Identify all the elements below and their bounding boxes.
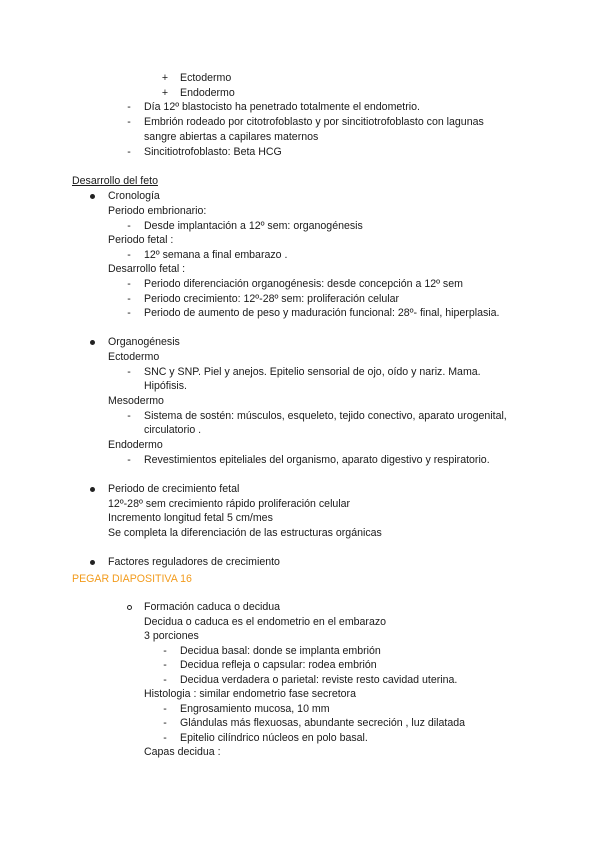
hollow-bullet-icon — [127, 605, 132, 610]
dash-marker: - — [127, 307, 131, 319]
paragraph-line: Capas decidua : — [144, 746, 221, 758]
dash-marker: - — [163, 703, 167, 715]
dash-marker: - — [163, 674, 167, 686]
dash-marker: - — [127, 278, 131, 290]
list-item: Desde implantación a 12º sem: organogénesis — [144, 220, 363, 232]
paste-slide-note: PEGAR DIAPOSITIVA 16 — [72, 573, 192, 585]
subheading: Mesodermo — [108, 395, 164, 407]
list-item: Periodo de aumento de peso y maduración funcional: 28º- final, hiperplasia. — [144, 307, 500, 319]
list-item: Sincitiotrofoblasto: Beta HCG — [144, 146, 282, 158]
subheading: Periodo fetal : — [108, 234, 174, 246]
list-item: Día 12º blastocisto ha penetrado totalmente el endometrio. — [144, 101, 420, 113]
dash-marker: - — [127, 454, 131, 466]
list-item-continuation: sangre abiertas a capilares maternos — [144, 131, 319, 143]
list-item: Periodo crecimiento: 12º-28º sem: proliferación celular — [144, 293, 400, 305]
topic-title: Formación caduca o decidua — [144, 601, 281, 613]
topic-title: Factores reguladores de crecimiento — [108, 556, 280, 568]
dash-marker: - — [127, 249, 131, 261]
list-item: Periodo diferenciación organogénesis: desde concepción a 12º sem — [144, 278, 463, 290]
list-item: 12º semana a final embarazo . — [144, 249, 288, 261]
dash-marker: - — [127, 410, 131, 422]
subheading: Endodermo — [108, 439, 163, 451]
list-item: Sistema de sostén: músculos, esqueleto, tejido conectivo, aparato urogenital, — [144, 410, 507, 422]
paragraph-line: Histologia : similar endometrio fase secretora — [144, 688, 356, 700]
topic-title: Periodo de crecimiento fetal — [108, 483, 240, 495]
list-item: Decidua basal: donde se implanta embrión — [180, 645, 381, 657]
list-item: Engrosamiento mucosa, 10 mm — [180, 703, 330, 715]
list-item-continuation: Hipófisis. — [144, 380, 187, 392]
dash-marker: - — [127, 366, 131, 378]
bullet-icon — [90, 560, 95, 565]
dash-marker: - — [127, 293, 131, 305]
dash-marker: - — [127, 116, 131, 128]
subheading: Periodo embrionario: — [108, 205, 207, 217]
plus-marker: + — [161, 72, 169, 84]
dash-marker: - — [163, 645, 167, 657]
subheading: Ectodermo — [108, 351, 160, 363]
plus-marker: + — [161, 87, 169, 99]
topic-title: Organogénesis — [108, 336, 180, 348]
list-item: Endodermo — [180, 87, 235, 99]
list-item: Embrión rodeado por citotrofoblasto y por sincitiotrofoblasto con lagunas — [144, 116, 484, 128]
paragraph-line: Decidua o caduca es el endometrio en el embarazo — [144, 616, 387, 628]
paragraph-line: Incremento longitud fetal 5 cm/mes — [108, 512, 273, 524]
bullet-icon — [90, 340, 95, 345]
section-title: Desarrollo del feto — [72, 175, 158, 187]
list-item: Glándulas más flexuosas, abundante secreción , luz dilatada — [180, 717, 466, 729]
list-item: Decidua refleja o capsular: rodea embrión — [180, 659, 377, 671]
list-item: Revestimientos epiteliales del organismo, aparato digestivo y respiratorio. — [144, 454, 490, 466]
dash-marker: - — [163, 717, 167, 729]
dash-marker: - — [127, 101, 131, 113]
list-item: Epitelio cilíndrico núcleos en polo basal. — [180, 732, 368, 744]
dash-marker: - — [163, 659, 167, 671]
paragraph-line: 12º-28º sem crecimiento rápido proliferación celular — [108, 498, 351, 510]
subheading: Desarrollo fetal : — [108, 263, 186, 275]
list-item: SNC y SNP. Piel y anejos. Epitelio sensorial de ojo, oído y nariz. Mama. — [144, 366, 481, 378]
dash-marker: - — [163, 732, 167, 744]
topic-title: Cronología — [108, 190, 160, 202]
list-item: Ectodermo — [180, 72, 232, 84]
bullet-icon — [90, 487, 95, 492]
dash-marker: - — [127, 220, 131, 232]
dash-marker: - — [127, 146, 131, 158]
paragraph-line: 3 porciones — [144, 630, 199, 642]
bullet-icon — [90, 194, 95, 199]
list-item-continuation: circulatorio . — [144, 424, 202, 436]
paragraph-line: Se completa la diferenciación de las estructuras orgánicas — [108, 527, 382, 539]
list-item: Decidua verdadera o parietal: reviste resto cavidad uterina. — [180, 674, 458, 686]
